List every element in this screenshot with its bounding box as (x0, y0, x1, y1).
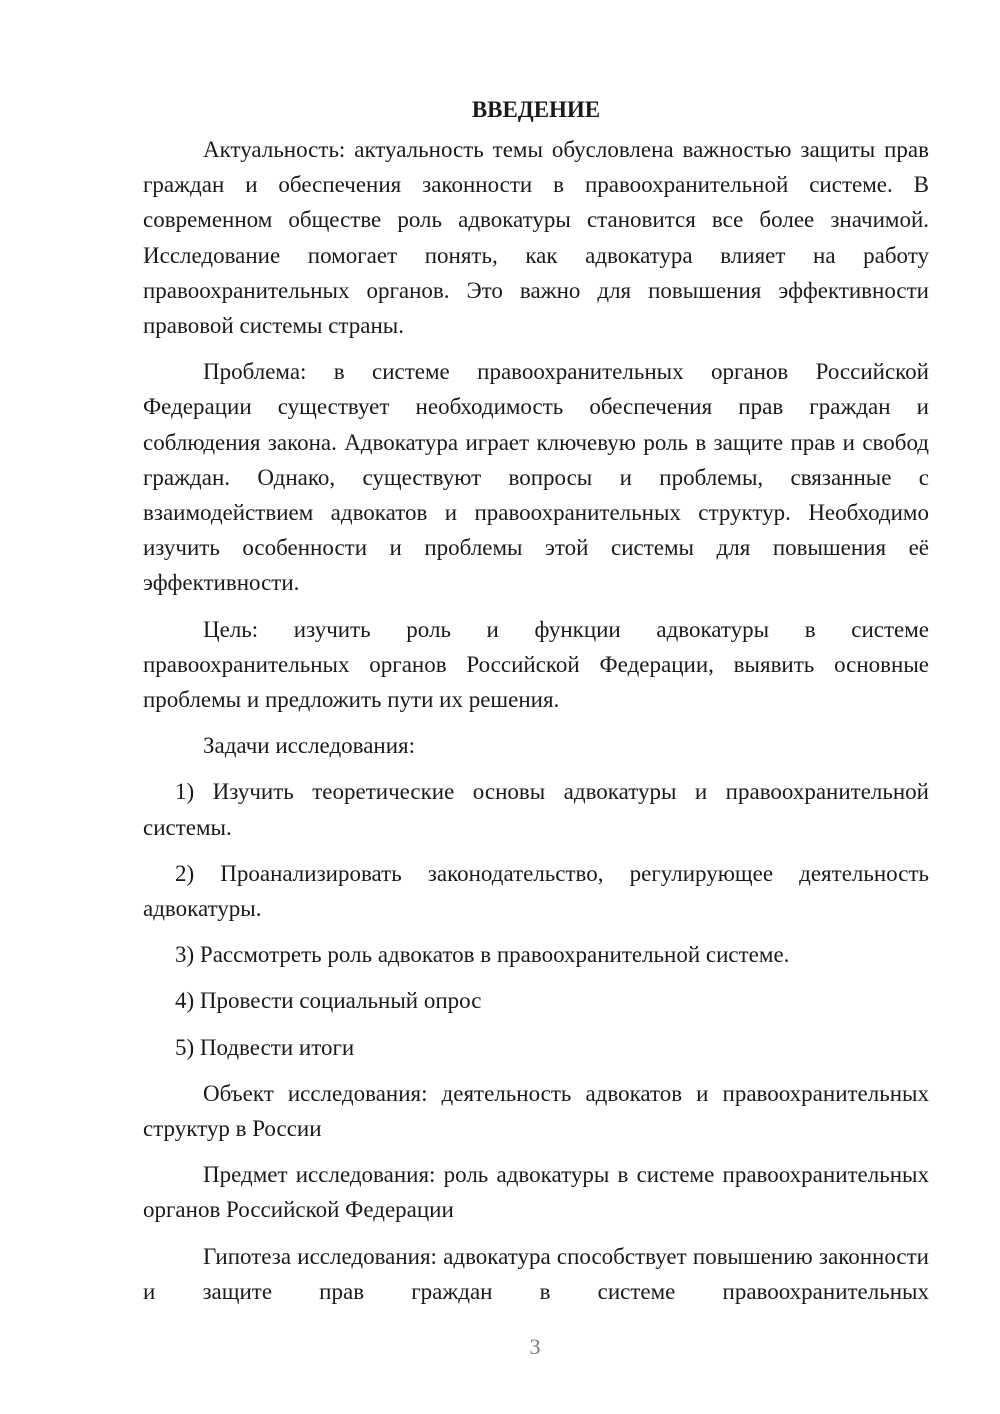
paragraph-relevance: Актуальность: актуальность темы обусловлена важностью защиты прав граждан и обеспечения законности в правоохранительной системе. В современном обществе роль адвокатуры становится все более значимой. Исследование помогает понять, как адвокатура влияет на работу правоохранительных органов. Это важно для повышения эффективности правовой системы страны. (143, 137, 929, 339)
section-title: ВВЕДЕНИЕ (471, 97, 601, 122)
task-item: 2) Проанализировать законодательство, регулирующее деятельность адвокатуры. (143, 860, 929, 922)
paragraph-problem: Проблема: в системе правоохранительных органов Российской Федерации существует необходимость обеспечения прав граждан и соблюдения закона. Адвокатура играет ключевую роль в защите прав и свобод граждан. Однако, существуют вопросы и проблемы, связанные с взаимодействием адвокатов и правоохранительных структур. Необходимо изучить особенности и проблемы этой системы для повышения её эффективности. (143, 359, 929, 596)
task-item: 3) Рассмотреть роль адвокатов в правоохранительной системе. (175, 942, 790, 968)
paragraph-subject: Предмет исследования: роль адвокатуры в системе правоохранительных органов Российской Федерации (143, 1162, 929, 1223)
paragraph-tasks-heading: Задачи исследования: (203, 733, 416, 759)
task-item: 1) Изучить теоретические основы адвокатуры и правоохранительной системы. (143, 779, 929, 840)
page-number: 3 (529, 1334, 541, 1359)
document-body (143, 92, 929, 1309)
task-item: 4) Провести социальный опрос (175, 988, 482, 1014)
paragraph-goal: Цель: изучить роль и функции адвокатуры в системе правоохранительных органов Российской Федерации, выявить основные проблемы и предложить пути их решения. (143, 616, 929, 713)
paragraph-object: Объект исследования: деятельность адвокатов и правоохранительных структур в России (143, 1080, 929, 1142)
paragraph-hypothesis: Гипотеза исследования: адвокатура способствует повышению законности и защите прав граждан в системе правоохранительных (143, 1243, 929, 1304)
task-item: 5) Подвести итоги (175, 1034, 355, 1060)
